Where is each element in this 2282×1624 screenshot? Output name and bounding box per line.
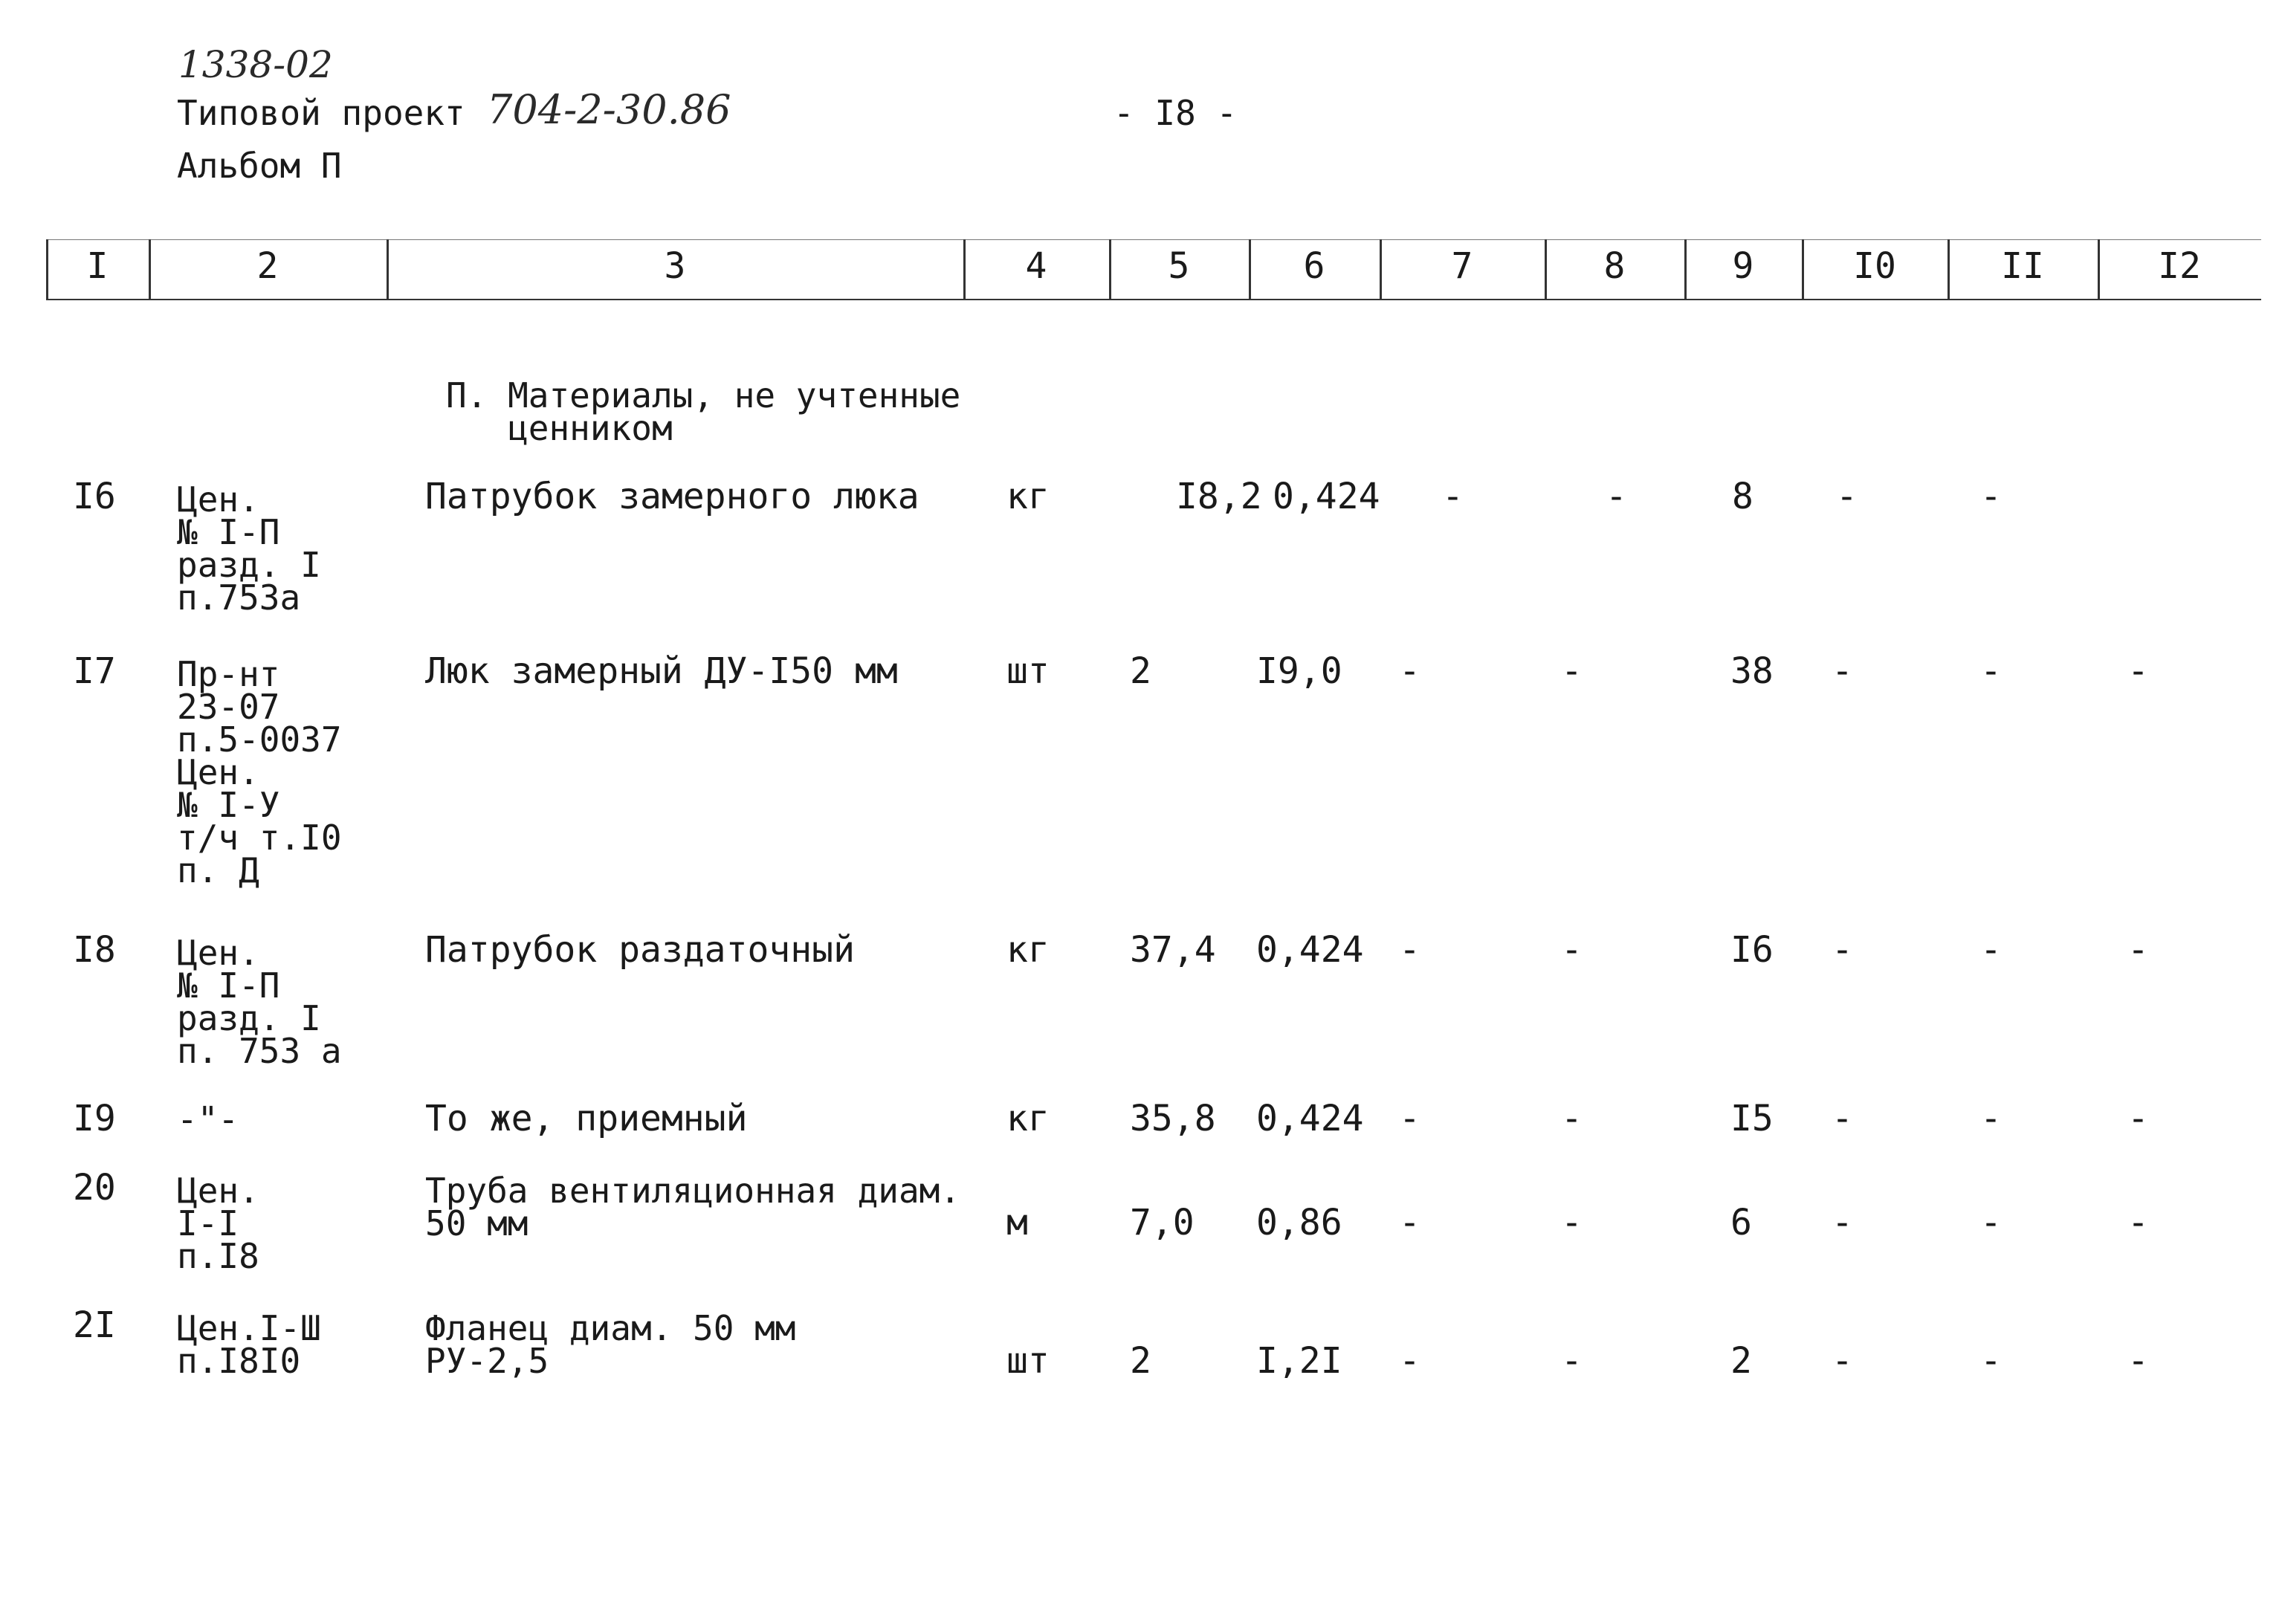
price-reference: Цен.I-Ш п.I8I0: [177, 1308, 321, 1381]
col-10-value: -: [1832, 1340, 1853, 1382]
col-12-value: -: [2127, 929, 2149, 971]
col-9-value: 38: [1730, 650, 1774, 692]
price-reference: -"-: [177, 1099, 239, 1139]
row-number: 20: [73, 1167, 116, 1209]
col-11-value: -: [1980, 476, 2002, 517]
col-8-value: -: [1561, 1340, 1583, 1382]
quantity: 2: [1130, 1340, 1151, 1382]
quantity: 2: [1130, 650, 1151, 692]
col-7-value: -: [1399, 1202, 1420, 1243]
row-number: I7: [73, 650, 116, 692]
row-number: I9: [73, 1098, 116, 1139]
unit-mass: 0,424: [1273, 476, 1380, 517]
col-7-value: -: [1442, 476, 1464, 517]
unit: кг: [1006, 929, 1050, 971]
price-reference: Цен. № I-П разд. I п.753а: [177, 479, 321, 618]
column-number: 2: [256, 245, 279, 287]
col-9-value: I5: [1730, 1098, 1774, 1139]
album-label: Альбом П: [177, 146, 342, 186]
unit-mass: I,2I: [1256, 1340, 1342, 1382]
quantity: I8,2: [1176, 476, 1262, 517]
column-number: 5: [1168, 245, 1190, 287]
item-name: Патрубок замерного люка: [425, 476, 919, 517]
price-reference: Пр-нт 23-07 п.5-0037 Цен. № I-У т/ч т.I0 п. Д: [177, 654, 342, 890]
col-12-value: -: [2127, 650, 2149, 692]
col-12-value: -: [2127, 1202, 2149, 1243]
col-12-value: -: [2127, 1340, 2149, 1382]
unit-mass: 0,424: [1256, 929, 1364, 971]
item-name: То же, приемный: [425, 1098, 748, 1139]
col-7-value: -: [1399, 1098, 1420, 1139]
col-10-value: -: [1832, 929, 1853, 971]
col-11-value: -: [1980, 650, 2002, 692]
column-number: I0: [1853, 245, 1896, 287]
col-10-value: -: [1832, 650, 1853, 692]
handwritten-document-number: 1338-02: [178, 43, 333, 86]
column-number: 8: [1603, 245, 1626, 287]
row-number: 2I: [73, 1304, 116, 1346]
row-number: I6: [73, 476, 116, 517]
page-number: - I8 -: [1113, 93, 1238, 133]
column-number: 6: [1303, 245, 1325, 287]
item-name: Люк замерный ДУ-I50 мм: [425, 650, 898, 692]
col-9-value: 2: [1730, 1340, 1752, 1382]
col-7-value: -: [1399, 650, 1420, 692]
price-reference: Цен. № I-П разд. I п. 753 а: [177, 933, 342, 1071]
unit: кг: [1006, 1098, 1050, 1139]
col-10-value: -: [1832, 1098, 1853, 1139]
col-9-value: 8: [1732, 476, 1753, 517]
section-title: П. Материалы, не учтенные ценником: [446, 375, 961, 448]
item-name: Труба вентиляционная диам. 50 мм: [425, 1171, 961, 1243]
column-number: 9: [1732, 245, 1754, 287]
col-8-value: -: [1606, 476, 1627, 517]
col-9-value: 6: [1730, 1202, 1752, 1243]
unit-mass: I9,0: [1256, 650, 1342, 692]
project-code: 704-2-30.86: [487, 86, 731, 133]
column-number: 4: [1025, 245, 1047, 287]
unit-mass: 0,424: [1256, 1098, 1364, 1139]
item-name: Патрубок раздаточный: [425, 929, 855, 971]
col-10-value: -: [1832, 1202, 1853, 1243]
col-9-value: I6: [1730, 929, 1774, 971]
unit: м: [1006, 1202, 1028, 1243]
column-number: I: [86, 245, 109, 287]
column-number: 7: [1451, 245, 1473, 287]
column-number: II: [2001, 245, 2044, 287]
col-8-value: -: [1561, 1098, 1583, 1139]
unit: кг: [1006, 476, 1050, 517]
unit: шт: [1006, 1340, 1050, 1382]
column-number: I2: [2158, 245, 2201, 287]
col-11-value: -: [1980, 1098, 2002, 1139]
col-8-value: -: [1561, 650, 1583, 692]
price-reference: Цен. I-I п.I8: [177, 1171, 259, 1276]
item-name: Фланец диам. 50 мм РУ-2,5: [425, 1308, 796, 1381]
col-12-value: -: [2127, 1098, 2149, 1139]
row-number: I8: [73, 929, 116, 971]
col-8-value: -: [1561, 1202, 1583, 1243]
col-11-value: -: [1980, 1340, 2002, 1382]
col-11-value: -: [1980, 1202, 2002, 1243]
col-10-value: -: [1836, 476, 1858, 517]
project-label: Типовой проект: [177, 93, 465, 133]
quantity: 37,4: [1130, 929, 1216, 971]
col-7-value: -: [1399, 1340, 1420, 1382]
column-number: 3: [664, 245, 686, 287]
unit-mass: 0,86: [1256, 1202, 1342, 1243]
col-7-value: -: [1399, 929, 1420, 971]
quantity: 7,0: [1130, 1202, 1195, 1243]
quantity: 35,8: [1130, 1098, 1216, 1139]
col-8-value: -: [1561, 929, 1583, 971]
col-11-value: -: [1980, 929, 2002, 971]
unit: шт: [1006, 650, 1050, 692]
